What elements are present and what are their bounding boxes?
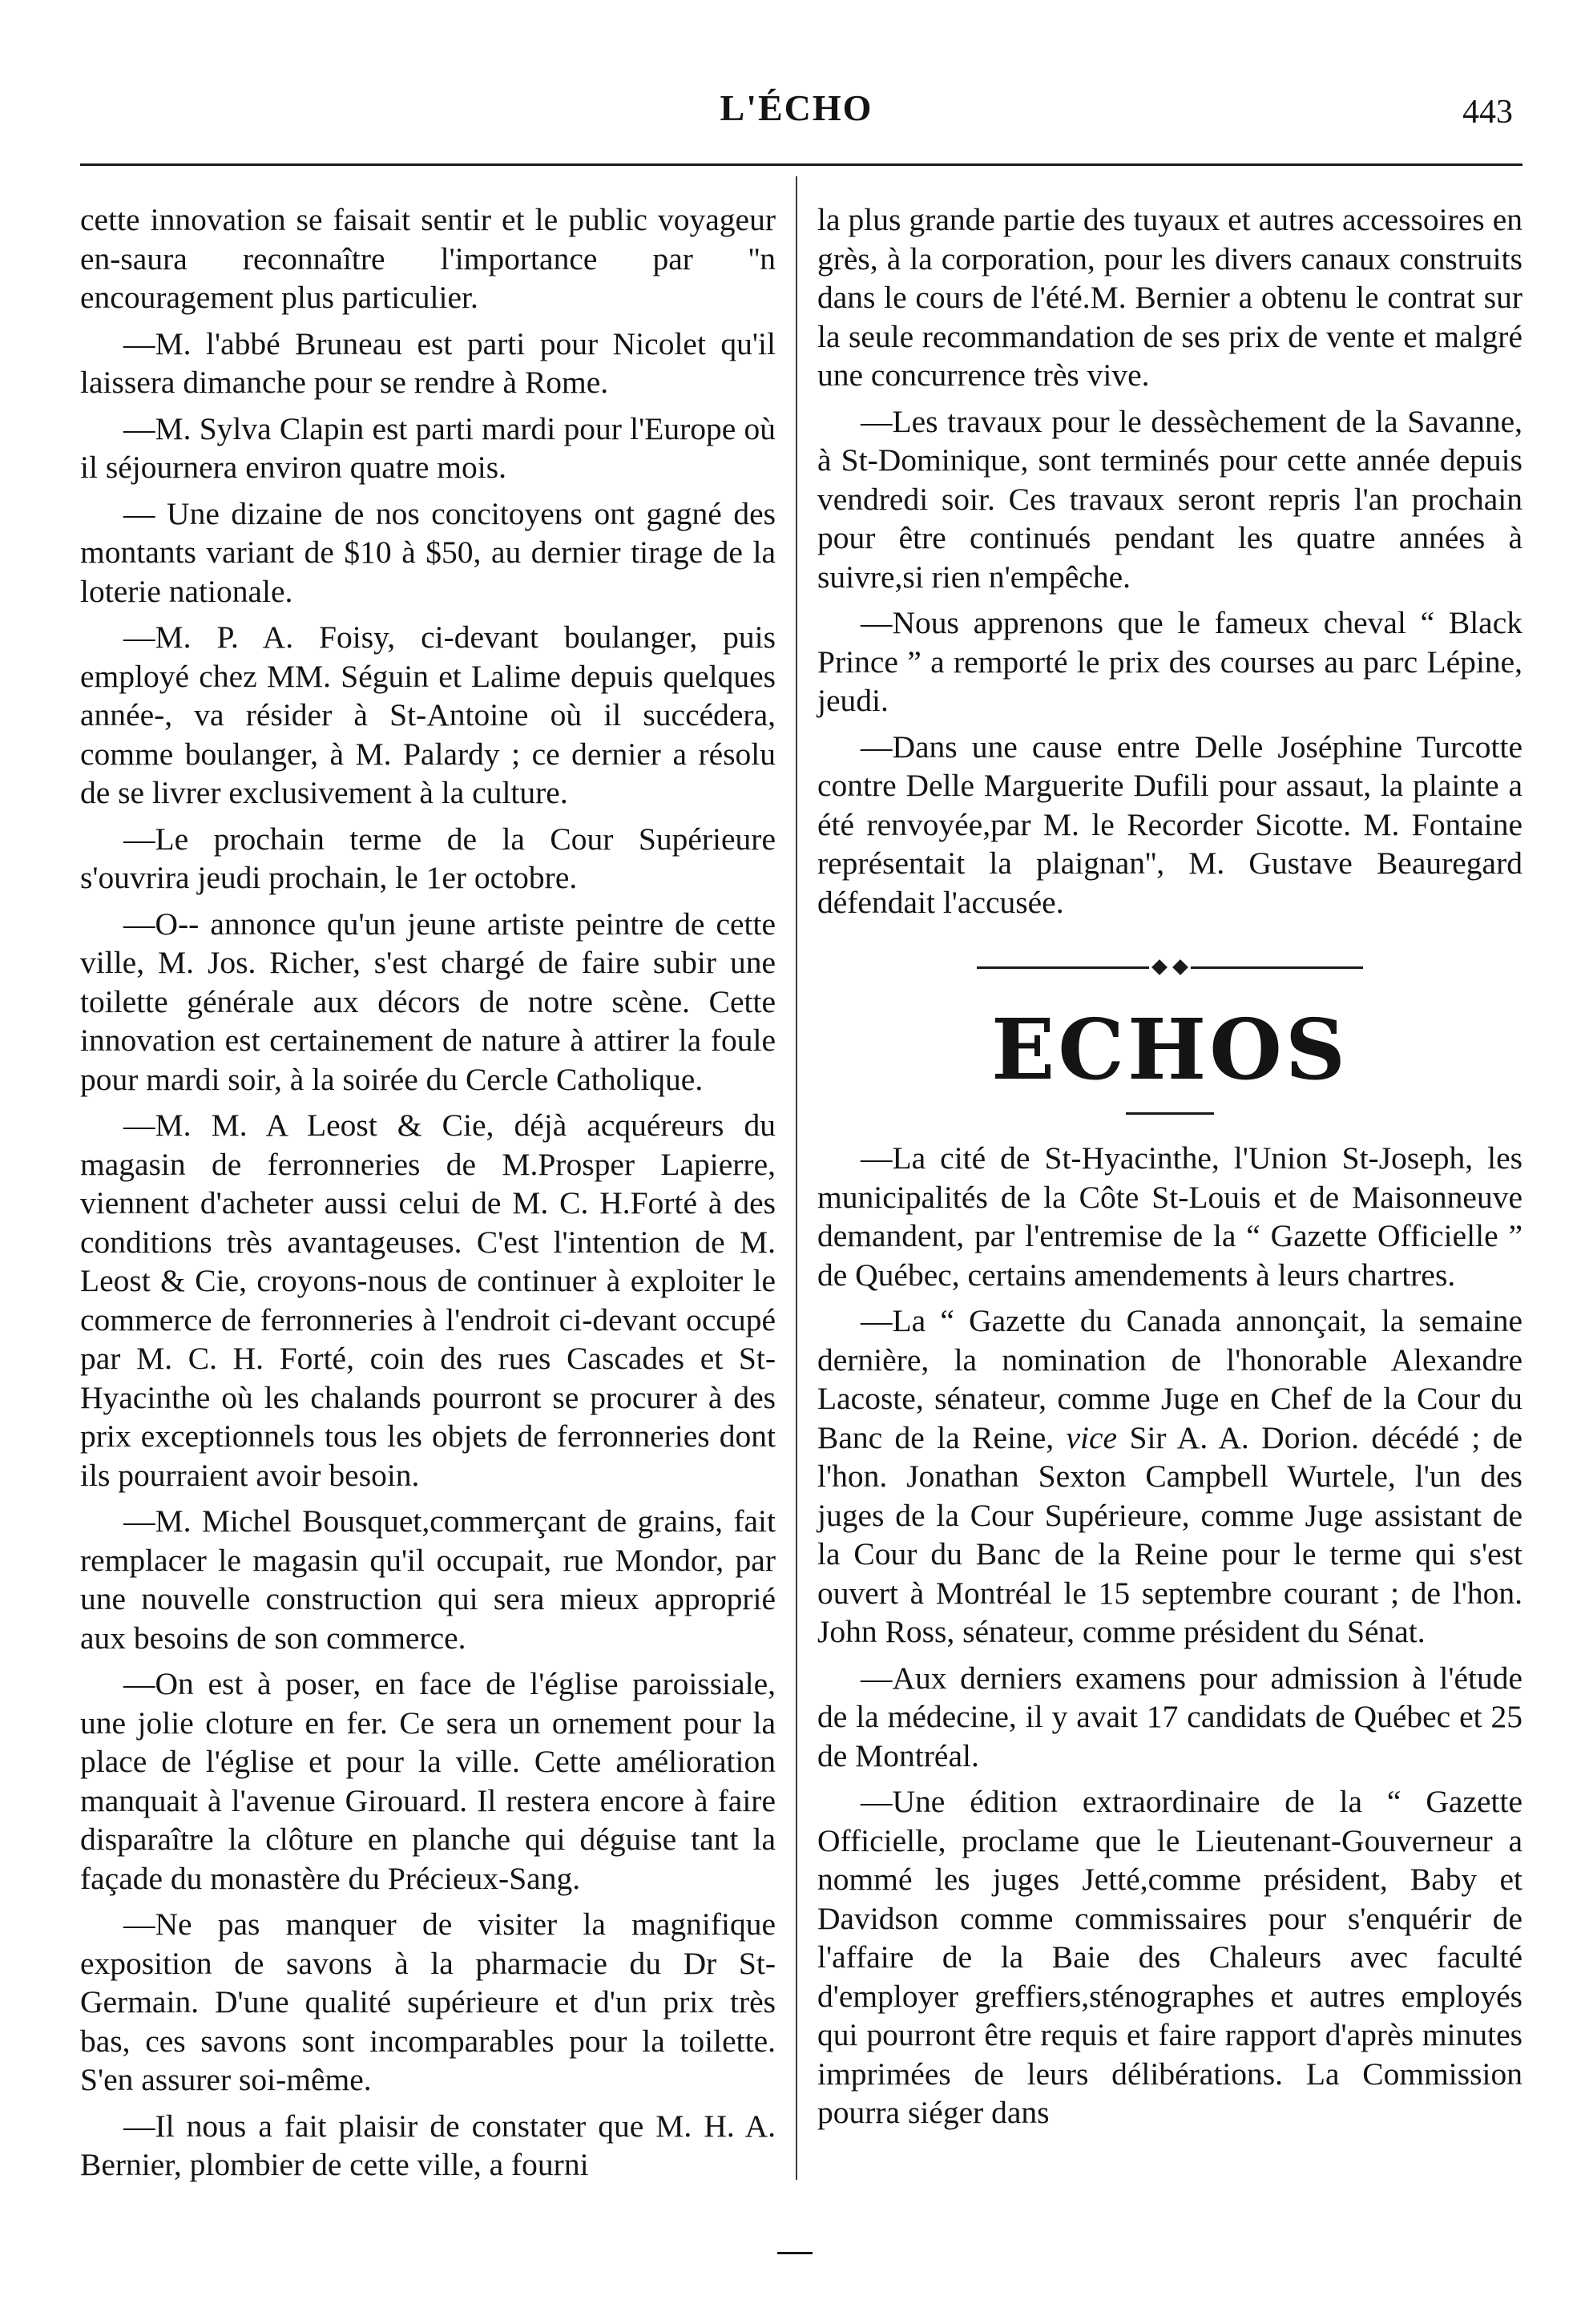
column-divider	[796, 176, 797, 2180]
article-paragraph: —Aux derniers examens pour admission à l'étude de la médecine, il y avait 17 candidats de Québec et 25 de Montréal.	[817, 1660, 1522, 1773]
ornament-diamond-icon	[1151, 959, 1168, 975]
article-paragraph-lacoste	[817, 1301, 1522, 1652]
article-paragraph: —La cité de St-Hyacinthe, l'Union St-Joseph, les municipalités de la Côte St-Louis et de Maisonneuve demandent, par l'entremise de la “ Gazette Officielle ” de Québec, certains amendements à leurs chartres.	[817, 1140, 1522, 1293]
article-paragraph: —On est à poser, en face de l'église paroissiale, une jolie cloture en fer. Ce sera un ornement pour la place de l'église et pour la ville. Cette amélioration manquait à l'avenue Girouard. Il restera encore à faire disparaître la clôture en planche qui déguise tant la façade du monastère du Précieux-Sang.	[80, 1666, 776, 1896]
ornament-line	[977, 966, 1149, 969]
ornament-diamond-icon	[1172, 959, 1188, 975]
article-paragraph: —Dans une cause entre Delle Joséphine Turcotte contre Delle Marguerite Dufili pour assaut, la plainte a été renvoyée,par M. le Recorder Sicotte. M. Fontaine représentait la plaignan'', M. Gustave Beauregard défendait l'accusée.	[817, 728, 1522, 920]
section-heading: ECHOS	[990, 1000, 1349, 1099]
footer-mark	[777, 2252, 813, 2254]
article-paragraph: cette innovation se faisait sentir et le public voyageur en-saura reconnaître l'importance par ''n encouragement plus particulier.	[80, 202, 776, 315]
article-paragraph: —Le prochain terme de la Cour Supérieure s'ouvrira jeudi prochain, le 1er octobre.	[80, 821, 776, 895]
section-ornament	[817, 955, 1522, 979]
article-paragraph: la plus grande partie des tuyaux et autres accessoires en grès, à la corporation, pour les divers canaux construits dans le cours de l'été.M. Bernier a obtenu le contrat sur la seule recommandation de ses prix de vente et malgré une concurrence très vive.	[817, 202, 1522, 393]
left-column	[80, 200, 776, 2192]
italic-word: vice	[1066, 1419, 1118, 1455]
article-paragraph: —M. l'abbé Bruneau est parti pour Nicolet qu'il laissera dimanche pour se rendre à Rome.	[80, 325, 776, 400]
article-paragraph: — Une dizaine de nos concitoyens ont gagné des montants variant de $10 à $50, au dernier tirage de la loterie nationale.	[80, 495, 776, 609]
right-column	[817, 200, 1522, 2140]
article-paragraph: —M. P. A. Foisy, ci-devant boulanger, puis employé chez MM. Séguin et Lalime depuis quelques année-, va résider à St-Antoine où il succédera, comme boulanger, à M. Palardy ; ce dernier a résolu de se livrer exclusivement à la culture.	[80, 619, 776, 810]
article-paragraph: —M. M. A Leost & Cie, déjà acquéreurs du magasin de ferronneries de M.Prosper Lapierre, viennent d'acheter aussi celui de M. C. H.Forté à des conditions très avantageuses. C'est l'intention de M. Leost & Cie, croyons-nous de continuer à exploiter le commerce de ferronneries à l'endroit ci-devant occupé par M. C. H. Forté, coin des rues Cascades et St-Hyacinthe où les chalands pourront se procurer à des prix exceptionnels tous les objets de ferronneries dont ils pourraient avoir besoin.	[80, 1108, 776, 1493]
article-paragraph: —M. Michel Bousquet,commerçant de grains, fait remplacer le magasin qu'il occupait, rue Mondor, par une nouvelle construction qui sera mieux approprié aux besoins de son commerce.	[80, 1503, 776, 1656]
article-paragraph: —M. Sylva Clapin est parti mardi pour l'Europe où il séjournera environ quatre mois.	[80, 410, 776, 485]
ornament-line	[1191, 966, 1363, 969]
article-paragraph: —Une édition extraordinaire de la “ Gazette Officielle, proclame que le Lieutenant-Gouverneur a nommé les juges Jetté,comme président, Baby et Davidson comme commissaires pour s'enquérir de l'affaire de la Baie des Chaleurs avec faculté d'employer greffiers,sténographes et autres employés qui pourront être requis et faire rapport d'après minutes imprimées de leurs délibérations. La Commission pourra siéger dans	[817, 1784, 1522, 2130]
paragraph-text: —La “ Gazette du Canada annonçait, la semaine dernière, la nomination de l'honorable Alexandre Lacoste, sénateur, comme Juge en Chef de la Cour du Banc de la Reine,	[817, 1303, 1522, 1455]
article-paragraph: —Les travaux pour le dessèchement de la Savanne, à St-Dominique, sont terminés pour cette année depuis vendredi soir. Ces travaux seront repris l'an prochain pour être continués pendant les quatre années à suivre,si rien n'empêche.	[817, 403, 1522, 595]
page-title: L'ÉCHO	[720, 87, 873, 128]
article-paragraph: —Nous apprenons que le fameux cheval “ Black Prince ” a remporté le prix des courses au parc Lépine, jeudi.	[817, 605, 1522, 718]
header-rule	[80, 163, 1522, 166]
heading-rule	[1126, 1112, 1214, 1115]
article-paragraph: —Il nous a fait plaisir de constater que M. H. A. Bernier, plombier de cette ville, a fourni	[80, 2108, 776, 2182]
paragraph-text: Sir A. A. Dorion. décédé ; de l'hon. Jonathan Sexton Campbell Wurtele, l'un des juges de la Cour Supérieure, comme Juge assistant de la Cour du Banc de la Reine pour le terme qui s'est ouvert à Montréal le 15 septembre courant ; de l'hon. John Ross, sénateur, comme président du Sénat.	[817, 1419, 1523, 1649]
page-number: 443	[1462, 94, 1513, 131]
article-paragraph: —O-- annonce qu'un jeune artiste peintre de cette ville, M. Jos. Richer, s'est chargé de faire subir une toilette générale aux décors de notre scène. Cette innovation est certainement de nature à attirer la foule pour mardi soir, à la soirée du Cercle Catholique.	[80, 906, 776, 1097]
article-paragraph: —Ne pas manquer de visiter la magnifique exposition de savons à la pharmacie du Dr St-Germain. D'une qualité supérieure et d'un prix très bas, ces savons sont incomparables pour la toilette. S'en assurer soi-même.	[80, 1906, 776, 2097]
